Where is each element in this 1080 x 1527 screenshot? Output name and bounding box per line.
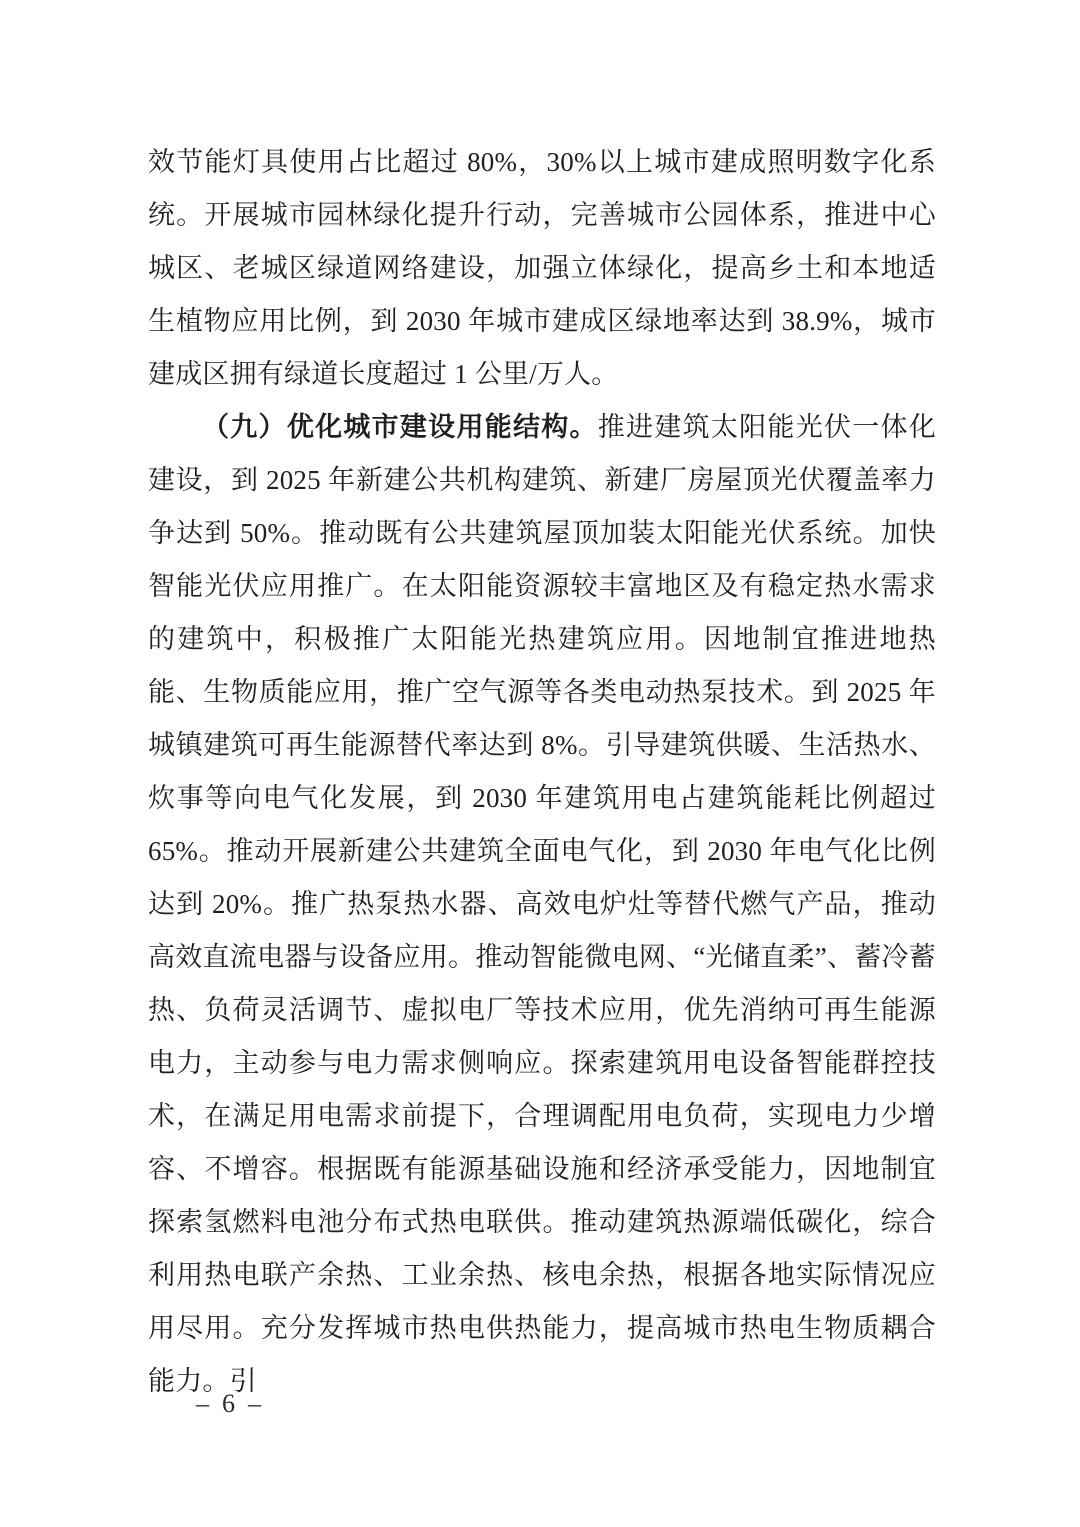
document-body	[148, 136, 936, 1408]
section-heading: （九）优化城市建设用能结构。	[202, 412, 598, 442]
page-number: – 6 –	[196, 1389, 261, 1418]
section-body-text: 推进建筑太阳能光伏一体化建设，到 2025 年新建公共机构建筑、新建厂房屋顶光伏覆盖率力争达到 50%。推动既有公共建筑屋顶加装太阳能光伏系统。加快智能光伏应用推广。在太阳能资源较丰富地区及有稳定热水需求的建筑中，积极推广太阳能光热建筑应用。因地制宜推进地热能、生物质能应用，推广空气源等各类电动热泵技术。到 2025 年城镇建筑可再生能源替代率达到 8%。引导建筑供暖、生活热水、炊事等向电气化发展，到 2030 年建筑用电占建筑能耗比例超过 65%。推动开展新建公共建筑全面电气化，到 2030 年电气化比例达到 20%。推广热泵热水器、高效电炉灶等替代燃气产品，推动高效直流电器与设备应用。推动智能微电网、“光储直柔”、蓄冷蓄热、负荷灵活调节、虚拟电厂等技术应用，优先消纳可再生能源电力，主动参与电力需求侧响应。探索建筑用电设备智能群控技术，在满足用电需求前提下，合理调配用电负荷，实现电力少增容、不增容。根据既有能源基础设施和经济承受能力，因地制宜探索氢燃料电池分布式热电联供。推动建筑热源端低碳化，综合利用热电联产余热、工业余热、核电余热，根据各地实际情况应用尽用。充分发挥城市热电供热能力，提高城市热电生物质耦合能力。引	[148, 412, 936, 1396]
paragraph-section-nine	[148, 401, 936, 1408]
paragraph-continuation: 效节能灯具使用占比超过 80%，30%以上城市建成照明数字化系统。开展城市园林绿化提升行动，完善城市公园体系，推进中心城区、老城区绿道网络建设，加强立体绿化，提高乡土和本地适生植物应用比例，到 2030 年城市建成区绿地率达到 38.9%，城市建成区拥有绿道长度超过 1 公里/万人。	[148, 147, 936, 389]
